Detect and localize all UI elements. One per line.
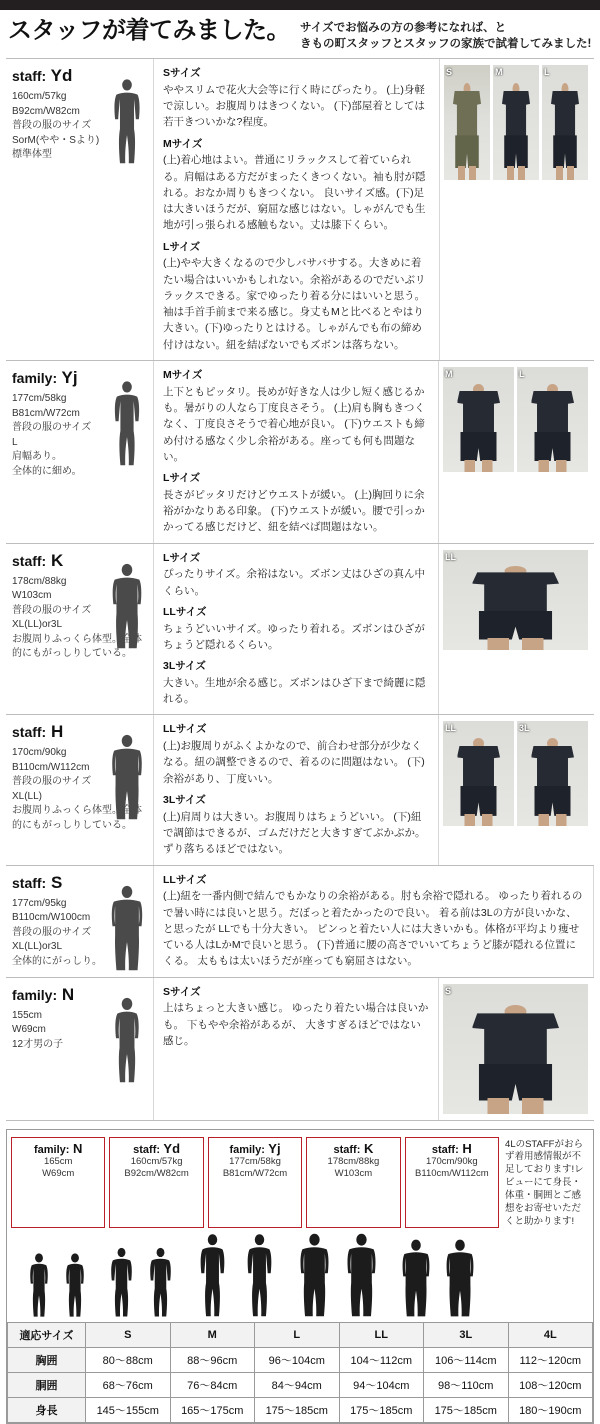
photo-group: [439, 544, 594, 715]
review-size-heading: 3Lサイズ: [163, 794, 206, 807]
product-photo: [444, 65, 490, 180]
size-table-cell: 165〜175cm: [170, 1398, 255, 1423]
size-table: [7, 1322, 593, 1423]
person-card-role: staff:: [333, 1143, 361, 1156]
person-measurement-line: 12才男の子: [12, 1038, 64, 1050]
person-role: staff:: [12, 724, 47, 741]
review-size-body: (上)紐を一番内側で結んでもかなりの余裕がある。肘も余裕で隠れる。 ゆったり着れるので暑い時には良いと思う。だぼっと着たかったので良い。 着る前は3Lの方が良いかな、と思ったが LLでも十分大きい。 ピンっと着たい人には大きいかも。体格が平均より痩せている人はLかMで良いと思う。 (下)普通に腰の高さでいいてちょうど膝が隠れる位置にくる。 太ももは太いほうだが座っても窮屈さはない。: [163, 890, 583, 968]
photo-group: [439, 715, 594, 864]
person-measurement-line: 全体的に細め。: [12, 465, 82, 477]
person-measurement-line: 155cm: [12, 1009, 43, 1021]
size-table-cell: 106〜114cm: [424, 1348, 509, 1373]
photo-figure: [457, 384, 500, 472]
photo-figure: [551, 83, 579, 180]
size-table-row: [8, 1348, 593, 1373]
top-bar: [0, 0, 600, 10]
page-title: スタッフが着てみました。: [8, 17, 290, 44]
person-card-meta-2: B110cm/W112cm: [415, 1168, 489, 1180]
person-measurement-line: 普段の服のサイズ: [12, 604, 92, 616]
size-table-cell: 98〜110cm: [424, 1373, 509, 1398]
size-chart-note: 4LのSTAFFがおらず着用感情報が不足しております!レビューにて身長・体重・胴囲とご感想をお寄せいただくと助かります!: [505, 1138, 584, 1227]
product-photo: [443, 367, 514, 472]
person-info: [6, 978, 154, 1120]
size-table-header-cell: 適応サイズ: [8, 1323, 86, 1348]
review-text: [154, 544, 439, 715]
person-measurement-line: XL(LL)or3L: [12, 941, 63, 953]
page-header: [0, 10, 600, 58]
page-subtitle-line1: サイズでお悩みの方の参考になれば、と: [300, 22, 507, 34]
person-role: family:: [12, 370, 58, 386]
review-size-heading: LLサイズ: [163, 723, 207, 736]
size-table-cell: 112〜120cm: [508, 1348, 593, 1373]
person-measurement-line: 普段の服のサイズ: [12, 422, 92, 433]
photo-group: [439, 361, 594, 543]
person-measurement-line: 肩幅あり。: [12, 451, 62, 462]
review-size-body: ちょうどいいサイズ。ゆったり着れる。ズボンはひざがちょうど隠れるくらい。: [163, 622, 425, 651]
photo-group: [439, 978, 594, 1120]
size-table-cell: 145〜155cm: [86, 1398, 171, 1423]
product-photo: [443, 550, 588, 650]
person-measurement-line: 160cm/57kg: [12, 91, 67, 103]
photo-size-tag: M: [445, 369, 453, 379]
review-text: [154, 361, 439, 543]
photo-size-tag: M: [495, 67, 503, 78]
photo-figure: [472, 1005, 559, 1114]
person-card-meta-1: 177cm/58kg: [229, 1155, 281, 1167]
review-row: [6, 866, 594, 978]
person-measurement-line: 178cm/88kg: [12, 575, 67, 587]
person-measurement-line: B92cm/W82cm: [12, 105, 80, 117]
size-chart-block: [6, 1129, 594, 1424]
person-card-name-value: N: [69, 1140, 83, 1156]
photo-figure: [531, 384, 574, 472]
person-card-meta-2: B92cm/W82cm: [124, 1168, 189, 1180]
person-name-value: K: [46, 550, 64, 570]
person-name-value: N: [57, 984, 75, 1004]
person-card: [11, 1137, 105, 1229]
photo-group: [440, 59, 594, 360]
size-table-header-cell: M: [170, 1323, 255, 1348]
review-size-heading: Sサイズ: [163, 67, 201, 80]
person-name-value: Yj: [57, 368, 78, 387]
person-silhouette-icon: [105, 996, 149, 1084]
size-table-cell: 180〜190cm: [508, 1398, 593, 1423]
person-card-meta-1: 160cm/57kg: [130, 1155, 183, 1167]
review-size-body: 上下ともピッタリ。長めが好きな人は少し短く感じるかも。暑がりの人なら丁度良さそう。 (上)肩も胸もきつくなく、丁度良さそうで着心地が良い。 (下)ウエストも締め付ける感なく少し余裕がある。座っても何も問題ない。: [163, 385, 425, 463]
person-card-meta-2: W103cm: [334, 1168, 373, 1180]
person-info: [6, 59, 154, 360]
review-size-body: 上はちょっと大きい感じ。 ゆったり着たい場合は良いかも。 下もやや余裕があるが、 大きすぎるほどではない感じ。: [163, 1002, 429, 1047]
size-table-cell: 175〜185cm: [255, 1398, 340, 1423]
person-measurement-line: B81cm/W72cm: [12, 407, 80, 419]
photo-size-tag: L: [544, 67, 550, 78]
photo-figure: [502, 83, 530, 180]
photo-figure: [472, 566, 559, 650]
review-segment: [163, 605, 430, 653]
photo-figure: [457, 738, 500, 826]
review-size-heading: Sサイズ: [163, 985, 201, 998]
chart-silhouette-icon: [292, 1232, 384, 1318]
size-table-row: [8, 1373, 593, 1398]
photo-size-tag: L: [519, 369, 525, 379]
review-text: [154, 59, 440, 360]
person-card-meta-2: B81cm/W72cm: [222, 1168, 288, 1180]
person-role: staff:: [12, 874, 47, 891]
review-segment: [163, 985, 430, 1050]
review-segment: [163, 659, 430, 707]
review-size-body: 長さがピッタリだけどウエストが緩い。 (上)胸回りに余裕がかなりある印象。 (下)ウエストが緩い。腰で引っかかってる感じだけど、紐を結べば問題はない。: [163, 488, 425, 534]
review-segment: [163, 722, 430, 787]
review-size-body: ぴったりサイズ。余裕はない。ズボン丈はひざの真ん中くらい。: [163, 568, 425, 597]
product-photo: [443, 721, 514, 826]
photo-size-tag: S: [446, 67, 453, 78]
size-table-cell: 104〜112cm: [339, 1348, 424, 1373]
review-row: [6, 978, 594, 1121]
product-photo: [542, 65, 588, 180]
size-table-cell: 108〜120cm: [508, 1373, 593, 1398]
size-table-cell: 84〜94cm: [255, 1373, 340, 1398]
person-card-name: [408, 1141, 496, 1156]
person-card-name-value: H: [458, 1140, 472, 1156]
review-size-heading: Lサイズ: [163, 240, 201, 253]
person-measurement-line: L: [12, 436, 18, 448]
person-card-name: [309, 1141, 397, 1156]
size-table-cell: 175〜185cm: [424, 1398, 509, 1423]
person-card: [208, 1137, 302, 1229]
photo-figure: [531, 738, 574, 826]
person-measurement-line: XL(LL): [12, 790, 43, 802]
product-photo: [443, 984, 588, 1114]
person-info: [6, 715, 154, 864]
size-table-row-label: 身長: [8, 1398, 86, 1423]
size-table-header-cell: LL: [339, 1323, 424, 1348]
person-card-meta-1: 170cm/90kg: [425, 1155, 478, 1167]
person-role: family:: [12, 986, 58, 1003]
review-size-body: 大きい。生地が余る感じ。ズボンはひざ下まで綺麗に隠れる。: [163, 676, 426, 706]
size-table-cell: 76〜84cm: [170, 1373, 255, 1398]
person-measurement-line: 177cm/58kg: [12, 393, 67, 404]
review-size-body: ややスリムで花火大会等に行く時にぴったり。 (上)身軽で涼しい。お腹周りはきつくない。 (下)部屋着としては若干きついかな?程度。: [163, 83, 425, 129]
person-card: [405, 1137, 499, 1229]
size-table-body: [8, 1348, 593, 1423]
person-card-name: [211, 1141, 299, 1156]
size-table-row: [8, 1398, 593, 1423]
person-measurement-line: 170cm/90kg: [12, 747, 67, 759]
person-card-name-value: K: [360, 1140, 374, 1156]
review-text: [154, 715, 439, 864]
person-measurement-line: 標準体型: [12, 149, 52, 161]
size-table-cell: 96〜104cm: [255, 1348, 340, 1373]
review-row: [6, 544, 594, 716]
review-rows: [6, 58, 594, 1121]
person-card-role: family:: [33, 1143, 70, 1156]
size-table-cell: 88〜96cm: [170, 1348, 255, 1373]
person-measurement-line: お腹周りふっくら体型。全体的にもがっしりしている。: [12, 805, 142, 831]
review-row: [6, 59, 594, 361]
review-segment: [163, 873, 585, 970]
person-silhouette-icon: [105, 733, 149, 821]
review-size-heading: Mサイズ: [163, 137, 203, 150]
review-row: [6, 715, 594, 865]
person-card-name-value: Yj: [264, 1140, 281, 1156]
review-segment: [163, 240, 431, 353]
review-row: [6, 361, 594, 544]
review-size-heading: Lサイズ: [163, 472, 201, 485]
review-segment: [163, 66, 431, 131]
person-name-value: H: [46, 722, 64, 742]
person-card-name: [14, 1141, 102, 1156]
size-table-header-cell: 3L: [424, 1323, 509, 1348]
person-measurement-line: XL(LL)or3L: [12, 619, 63, 631]
person-silhouette-icon: [105, 562, 149, 650]
product-photo: [517, 367, 588, 472]
product-photo: [517, 721, 588, 826]
person-card-meta-2: W69cm: [42, 1168, 75, 1180]
person-card: [306, 1137, 400, 1229]
size-table-header-row: [8, 1323, 593, 1348]
person-silhouette-icon: [105, 884, 149, 972]
size-table-cell: 80〜88cm: [86, 1348, 171, 1373]
person-card-list: [7, 1130, 593, 1229]
chart-silhouette-icon: [22, 1252, 92, 1318]
person-measurement-line: W69cm: [12, 1024, 46, 1036]
person-name-value: S: [46, 872, 63, 892]
size-table-row-label: 胸囲: [8, 1348, 86, 1373]
person-info: [6, 866, 154, 977]
person-card: [109, 1137, 203, 1229]
person-card-name-value: Yd: [160, 1140, 181, 1156]
person-silhouette-icon: [105, 379, 149, 467]
review-size-heading: Mサイズ: [163, 369, 203, 381]
person-card-role: staff:: [431, 1143, 459, 1156]
product-photo: [493, 65, 539, 180]
size-table-header-cell: S: [86, 1323, 171, 1348]
review-size-body: (上)やや大きくなるので少しバサバサする。大きめに着たい場合はいいかもしれない。余裕があるのでだいぶリラックスできる。家でゆったり着る分にはいいと思う。袖は手首手前まで来る感じ。身丈もMと比べるとやはり大きい。(下)ゆったりとはける。しゃがんでも布の締め付けはない。紐を結ばないでもズボンは落ちない。: [163, 257, 426, 351]
person-card-role: family:: [229, 1143, 265, 1156]
size-table-cell: 175〜185cm: [339, 1398, 424, 1423]
page-subtitle: [300, 18, 591, 52]
photo-size-tag: S: [445, 985, 452, 996]
person-measurement-line: 177cm/95kg: [12, 897, 67, 909]
person-measurement-line: 普段の服のサイズ: [12, 120, 92, 132]
person-measurement-line: 全体的にがっしり。: [12, 955, 102, 967]
size-table-header-cell: 4L: [508, 1323, 593, 1348]
review-segment: [163, 137, 431, 234]
person-info: [6, 544, 154, 715]
person-card-meta-1: 165cm: [43, 1155, 73, 1167]
review-size-heading: 3Lサイズ: [163, 660, 206, 673]
photo-figure: [453, 83, 481, 180]
size-table-cell: 68〜76cm: [86, 1373, 171, 1398]
person-name-value: Yd: [46, 66, 73, 86]
review-size-heading: Lサイズ: [163, 551, 201, 564]
review-size-heading: LLサイズ: [163, 873, 207, 886]
review-segment: [163, 793, 430, 858]
review-size-body: (上)お腹周りがふくよかなので、前合わせ部分が少なくなる。紐の調整できるので、着るのに問題はない。 (下)余裕があり、丁度いい。: [163, 740, 425, 785]
review-segment: [163, 368, 430, 465]
photo-size-tag: LL: [445, 551, 456, 562]
review-segment: [163, 551, 430, 599]
photo-size-tag: LL: [445, 723, 456, 734]
size-table-row-label: 胴囲: [8, 1373, 86, 1398]
person-measurement-line: お腹周りふっくら体型。全体的にもがっしりしている。: [12, 633, 142, 660]
silhouette-row: [7, 1228, 593, 1320]
person-role: staff:: [12, 552, 47, 569]
review-text: [154, 866, 594, 977]
person-card-name: [112, 1141, 200, 1156]
person-silhouette-icon: [105, 77, 149, 165]
person-card-role: staff:: [133, 1143, 161, 1156]
photo-size-tag: 3L: [519, 723, 530, 734]
size-table-header-cell: L: [255, 1323, 340, 1348]
person-card-meta-1: 178cm/88kg: [327, 1155, 380, 1167]
size-table-cell: 94〜104cm: [339, 1373, 424, 1398]
person-info: [6, 361, 154, 543]
person-measurement-line: 普段の服のサイズ: [12, 776, 92, 788]
review-text: [154, 978, 439, 1120]
chart-silhouette-icon: [190, 1232, 282, 1318]
review-size-heading: LLサイズ: [163, 605, 207, 618]
person-measurement-line: 普段の服のサイズ: [12, 926, 92, 938]
person-measurement-line: SorM(やや・Sより): [12, 134, 100, 146]
review-segment: [163, 471, 430, 536]
page-subtitle-line2: きもの町スタッフとスタッフの家族で試着してみました!: [300, 37, 592, 50]
review-size-body: (上)着心地はよい。普通にリラックスして着ていられる。肩幅はある方だがまったくきつくない。袖も肘が隠れる。おなか周りもきつくない。 良いサイズ感。(下)足は大きいほうだが、窮屈な感じはない。しゃがんでも生地が引っ張られる感触もない。丈は膝下くらい。: [163, 154, 426, 232]
person-measurement-line: W103cm: [12, 590, 52, 602]
chart-silhouette-icon: [103, 1246, 179, 1318]
chart-silhouette-icon: [395, 1238, 481, 1318]
person-role: staff:: [12, 68, 47, 85]
person-measurement-line: B110cm/W100cm: [12, 912, 91, 924]
review-size-body: (上)肩周りは大きい。お腹周りはちょうどいい。 (下)紐で調節はできるが、ゴムだけだと大きすぎてぶかぶか。ずり落ちるほどではない。: [163, 810, 426, 856]
person-measurement-line: B110cm/W112cm: [12, 761, 90, 773]
